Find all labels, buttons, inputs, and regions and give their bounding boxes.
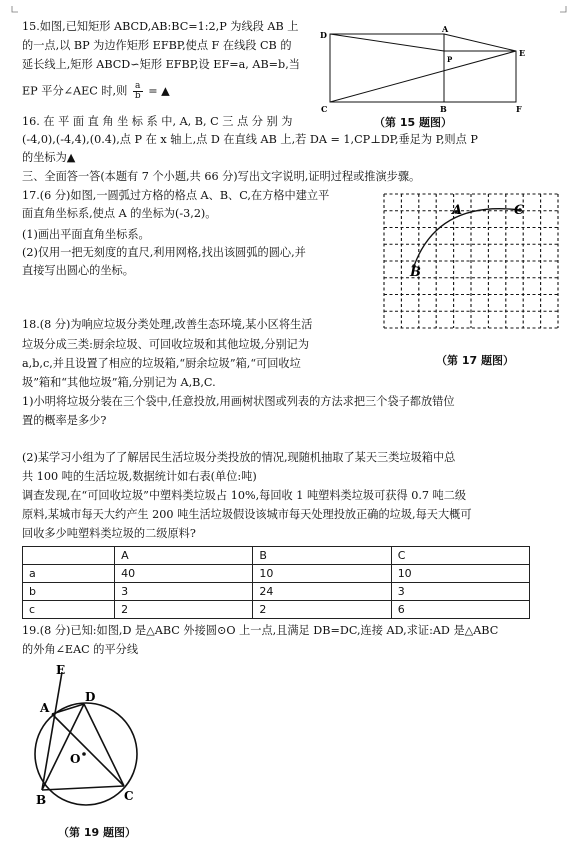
q18-part2-line-4: 原料,某城市每天大约产生 200 吨生活垃圾假设该城市每天处理投放正确的垃圾,每天大概可 bbox=[22, 508, 472, 521]
corner-mark-top-right bbox=[560, 6, 572, 18]
q18-part2-line-3: 调查发现,在“可回收垃圾”中塑料类垃圾占 10%,每回收 1 吨塑料类垃圾可获得 0.7 吨二级 bbox=[22, 489, 467, 502]
fig15-label-d: D bbox=[320, 30, 327, 40]
fig15-label-e: E bbox=[519, 48, 526, 58]
q15-fraction-denominator: b bbox=[134, 91, 141, 101]
q18-part2-line-2: 共 100 吨的生活垃圾,数据统计如右表(单位:吨) bbox=[22, 470, 257, 483]
figure-17-grid bbox=[380, 190, 562, 332]
rect-efbp bbox=[444, 51, 516, 102]
rect-abcd bbox=[330, 34, 444, 102]
figure-15-caption: （第 15 题图） bbox=[374, 116, 452, 129]
table-row bbox=[23, 583, 530, 601]
q19-line-1: 19.(8 分)已知:如图,D 是△ABC 外接圆⊙O 上一点,且满足 DB=DC,连接 AD,求证:AD 是△ABC bbox=[22, 624, 499, 637]
q18-line-1: 18.(8 分)为响应垃圾分类处理,改善生态环境,某小区将生活 bbox=[22, 318, 313, 331]
table-cell: 10 bbox=[253, 565, 391, 583]
table-header-cell: C bbox=[391, 547, 529, 565]
q17-line-3: (1)画出平面直角坐标系。 bbox=[22, 228, 150, 241]
table-cell: 2 bbox=[115, 601, 253, 619]
figure-19-caption: （第 19 题图） bbox=[58, 826, 136, 839]
fig15-label-f: F bbox=[516, 104, 522, 114]
q18-line-3: a,b,c,并且设置了相应的垃圾箱,“厨余垃圾”箱,“可回收垃 bbox=[22, 357, 301, 370]
table-header-cell bbox=[23, 547, 115, 565]
fig19-label-c: C bbox=[124, 789, 134, 803]
line-dc bbox=[84, 704, 124, 786]
figure-15 bbox=[318, 26, 538, 124]
table-header-row bbox=[23, 547, 530, 565]
q15-line-4 bbox=[22, 82, 170, 101]
section-3-heading: 三、全面答一答(本题有 7 个小题,共 66 分)写出文字说明,证明过程或推演步骤。 bbox=[22, 170, 421, 183]
fig19-label-a: A bbox=[40, 701, 50, 715]
q17-line-4: (2)仅用一把无刻度的直尺,利用网格,找出该圆弧的圆心,并 bbox=[22, 246, 306, 259]
fig15-label-a: A bbox=[442, 24, 449, 34]
q16-line-2: (-4,0),(-4,4),(0.4),点 P 在 x 轴上,点 D 在直线 AB 上,若 DA = 1,CP⊥DP,垂足为 P,则点 P bbox=[22, 133, 478, 146]
table-cell: 10 bbox=[391, 565, 529, 583]
q16-line-3: 的坐标为▲ bbox=[22, 151, 76, 164]
fig19-label-o: O bbox=[70, 752, 81, 766]
q18-line-2: 垃圾分成三类:厨余垃圾、可回收垃圾和其他垃圾,分别记为 bbox=[22, 338, 310, 351]
table-cell: 6 bbox=[391, 601, 529, 619]
q15-fraction bbox=[133, 82, 143, 101]
fig17-label-c: C bbox=[514, 203, 525, 218]
q18-part2-line-1: (2)某学习小组为了了解居民生活垃圾分类投放的情况,现随机抽取了某天三类垃圾箱中总 bbox=[22, 451, 456, 464]
table-cell: 3 bbox=[115, 583, 253, 601]
table-header-cell: A bbox=[115, 547, 253, 565]
q18-part1-line-1: 1)小明将垃圾分装在三个袋中,任意投放,用画树状图或列表的方法求把三个袋子都放错位 bbox=[22, 395, 455, 408]
q18-part2-line-5: 回收多少吨塑料类垃圾的二级原料? bbox=[22, 527, 196, 540]
line-ce bbox=[330, 51, 516, 102]
q15-line-3: 延长线上,矩形 ABCD∽矩形 EFBP,设 EF=a, AB=b,当 bbox=[22, 58, 300, 71]
q15-fraction-numerator: a bbox=[133, 82, 143, 92]
q18-part1-line-2: 置的概率是多少? bbox=[22, 414, 107, 427]
table-cell: 2 bbox=[253, 601, 391, 619]
table-cell: c bbox=[23, 601, 115, 619]
table-cell: a bbox=[23, 565, 115, 583]
q15-line-2: 的一点,以 BP 为边作矩形 EFBP,使点 F 在线段 CB 的 bbox=[22, 39, 292, 52]
q15-answer-blank: = ▲ bbox=[148, 84, 170, 98]
line-bc bbox=[42, 786, 124, 790]
line-ae bbox=[444, 34, 516, 51]
table-cell: 3 bbox=[391, 583, 529, 601]
fig19-label-e: E bbox=[56, 663, 66, 677]
table-cell: b bbox=[23, 583, 115, 601]
q18-line-4: 圾”箱和“其他垃圾”箱,分别记为 A,B,C. bbox=[22, 376, 216, 389]
fig15-label-c: C bbox=[321, 104, 328, 114]
figure-19 bbox=[28, 662, 158, 812]
circular-arc bbox=[414, 209, 520, 266]
fig19-label-b: B bbox=[36, 793, 47, 807]
q19-line-2: 的外角∠EAC 的平分线 bbox=[22, 643, 139, 656]
fig19-label-d: D bbox=[85, 690, 96, 704]
q15-line-4-text: EP 平分∠AEC 时,则 bbox=[22, 84, 128, 98]
line-db bbox=[42, 704, 84, 790]
table-row bbox=[23, 601, 530, 619]
figure-17-caption: （第 17 题图） bbox=[436, 354, 514, 367]
fig17-label-a: A bbox=[452, 203, 463, 218]
q15-line-1: 15.如图,已知矩形 ABCD,AB:BC=1:2,P 为线段 AB 上 bbox=[22, 20, 299, 33]
q17-line-1: 17.(6 分)如图,一圆弧过方格的格点 A、B、C,在方格中建立平 bbox=[22, 189, 330, 202]
fig15-label-b: B bbox=[440, 104, 447, 114]
q17-line-5: 直接写出圆心的坐标。 bbox=[22, 264, 134, 277]
table-cell: 24 bbox=[253, 583, 391, 601]
center-point-o bbox=[82, 752, 86, 756]
line-ac bbox=[52, 714, 124, 786]
table-cell: 40 bbox=[115, 565, 253, 583]
line-ea-extended bbox=[42, 672, 62, 790]
corner-mark-top-left bbox=[6, 6, 18, 18]
q16-line-1: 16. 在 平 面 直 角 坐 标 系 中, A, B, C 三 点 分 别 为 bbox=[22, 115, 293, 128]
fig17-label-b: B bbox=[410, 265, 421, 280]
q17-line-2: 面直角坐标系,使点 A 的坐标为(-3,2)。 bbox=[22, 207, 217, 220]
table-row bbox=[23, 565, 530, 583]
table-header-cell: B bbox=[253, 547, 391, 565]
line-dp bbox=[330, 34, 444, 51]
fig15-label-p: P bbox=[447, 55, 453, 64]
garbage-data-table bbox=[22, 546, 530, 619]
